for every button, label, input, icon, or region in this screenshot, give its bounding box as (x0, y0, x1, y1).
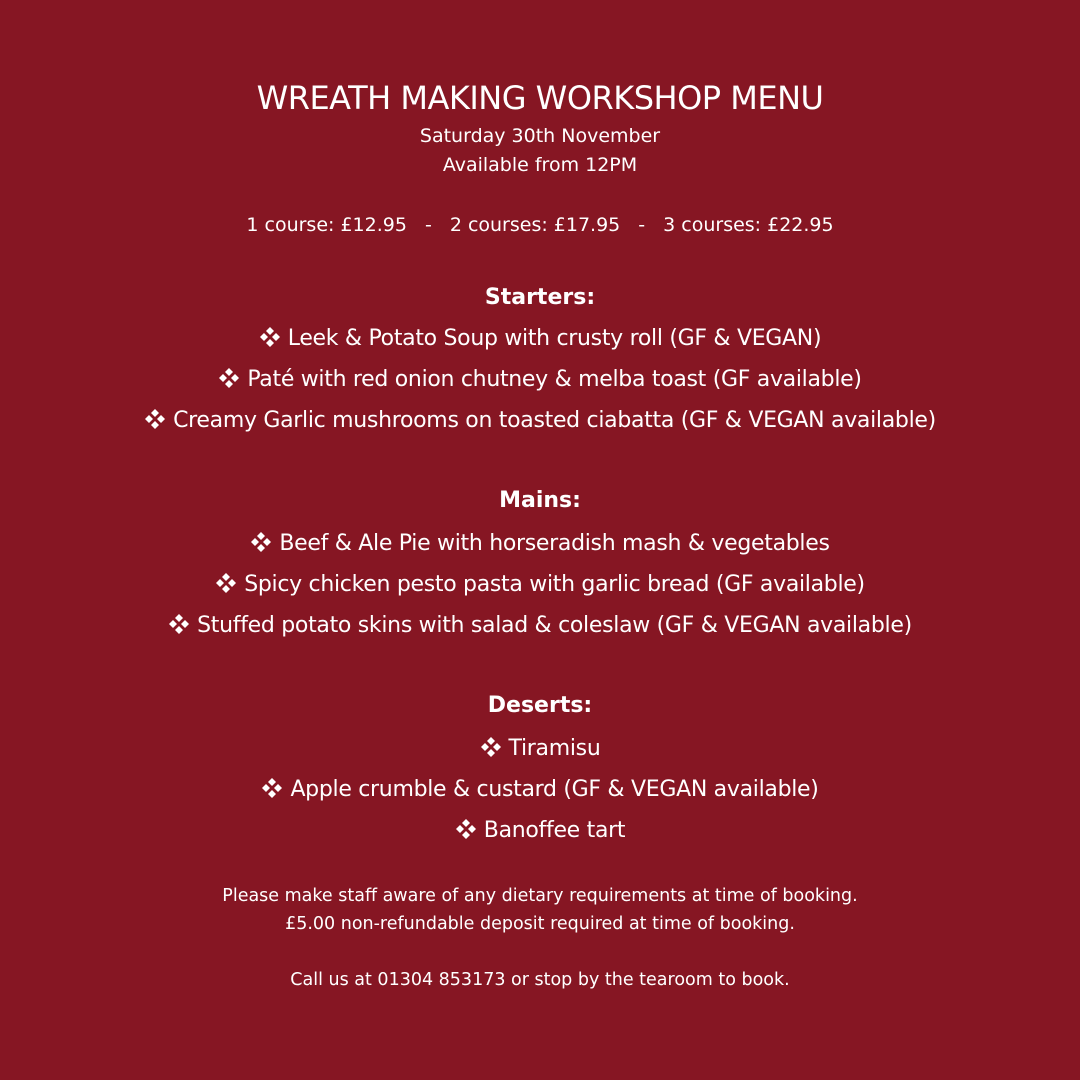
contact-note: Call us at 01304 853173 or stop by the tearoom to book. (290, 970, 790, 990)
menu-item-label: Apple crumble & custard (GF & VEGAN available) (290, 777, 819, 802)
menu-item (0, 531, 1080, 555)
availability-time: Available from 12PM (442, 154, 638, 176)
menu-item-label: Creamy Garlic mushrooms on toasted ciabatta (GF & VEGAN available) (173, 408, 936, 433)
four-diamond-bullet-icon (250, 531, 272, 553)
menu-item-label: Paté with red onion chutney & melba toast (GF available) (247, 367, 862, 392)
four-diamond-bullet-icon (218, 367, 240, 389)
deposit-note: £5.00 non-refundable deposit required at time of booking. (285, 914, 795, 934)
price-separator: - (638, 214, 646, 236)
menu-item-label: Spicy chicken pesto pasta with garlic bread (GF available) (244, 572, 865, 597)
menu-item-label: Stuffed potato skins with salad & coleslaw (GF & VEGAN available) (197, 613, 912, 638)
price-options (0, 216, 1080, 235)
menu-item (0, 326, 1080, 350)
menu-item-label: Tiramisu (508, 736, 601, 761)
dietary-note: Please make staff aware of any dietary requirements at time of booking. (222, 886, 858, 906)
four-diamond-bullet-icon (259, 326, 281, 348)
menu-item (0, 777, 1080, 801)
starters-heading: Starters: (484, 285, 596, 310)
four-diamond-bullet-icon (144, 408, 166, 430)
four-diamond-bullet-icon (480, 736, 502, 758)
menu-item-label: Banoffee tart (483, 818, 626, 843)
menu-item (0, 613, 1080, 637)
mains-heading: Mains: (499, 488, 581, 513)
menu-item (0, 367, 1080, 391)
price-separator: - (424, 214, 432, 236)
price-one-course: 1 course: £12.95 (246, 214, 407, 236)
menu-item-label: Beef & Ale Pie with horseradish mash & vegetables (279, 531, 830, 556)
price-three-courses: 3 courses: £22.95 (663, 214, 834, 236)
four-diamond-bullet-icon (455, 818, 477, 840)
four-diamond-bullet-icon (168, 613, 190, 635)
menu-item-label: Leek & Potato Soup with crusty roll (GF & VEGAN) (287, 326, 822, 351)
menu-item (0, 572, 1080, 596)
four-diamond-bullet-icon (261, 777, 283, 799)
menu-item (0, 818, 1080, 842)
menu-title: WREATH MAKING WORKSHOP MENU (256, 79, 824, 117)
menu-item (0, 408, 1080, 432)
price-two-courses: 2 courses: £17.95 (449, 214, 621, 236)
menu-item (0, 736, 1080, 760)
event-date: Saturday 30th November (419, 125, 661, 147)
four-diamond-bullet-icon (215, 572, 237, 594)
deserts-heading: Deserts: (487, 693, 593, 718)
